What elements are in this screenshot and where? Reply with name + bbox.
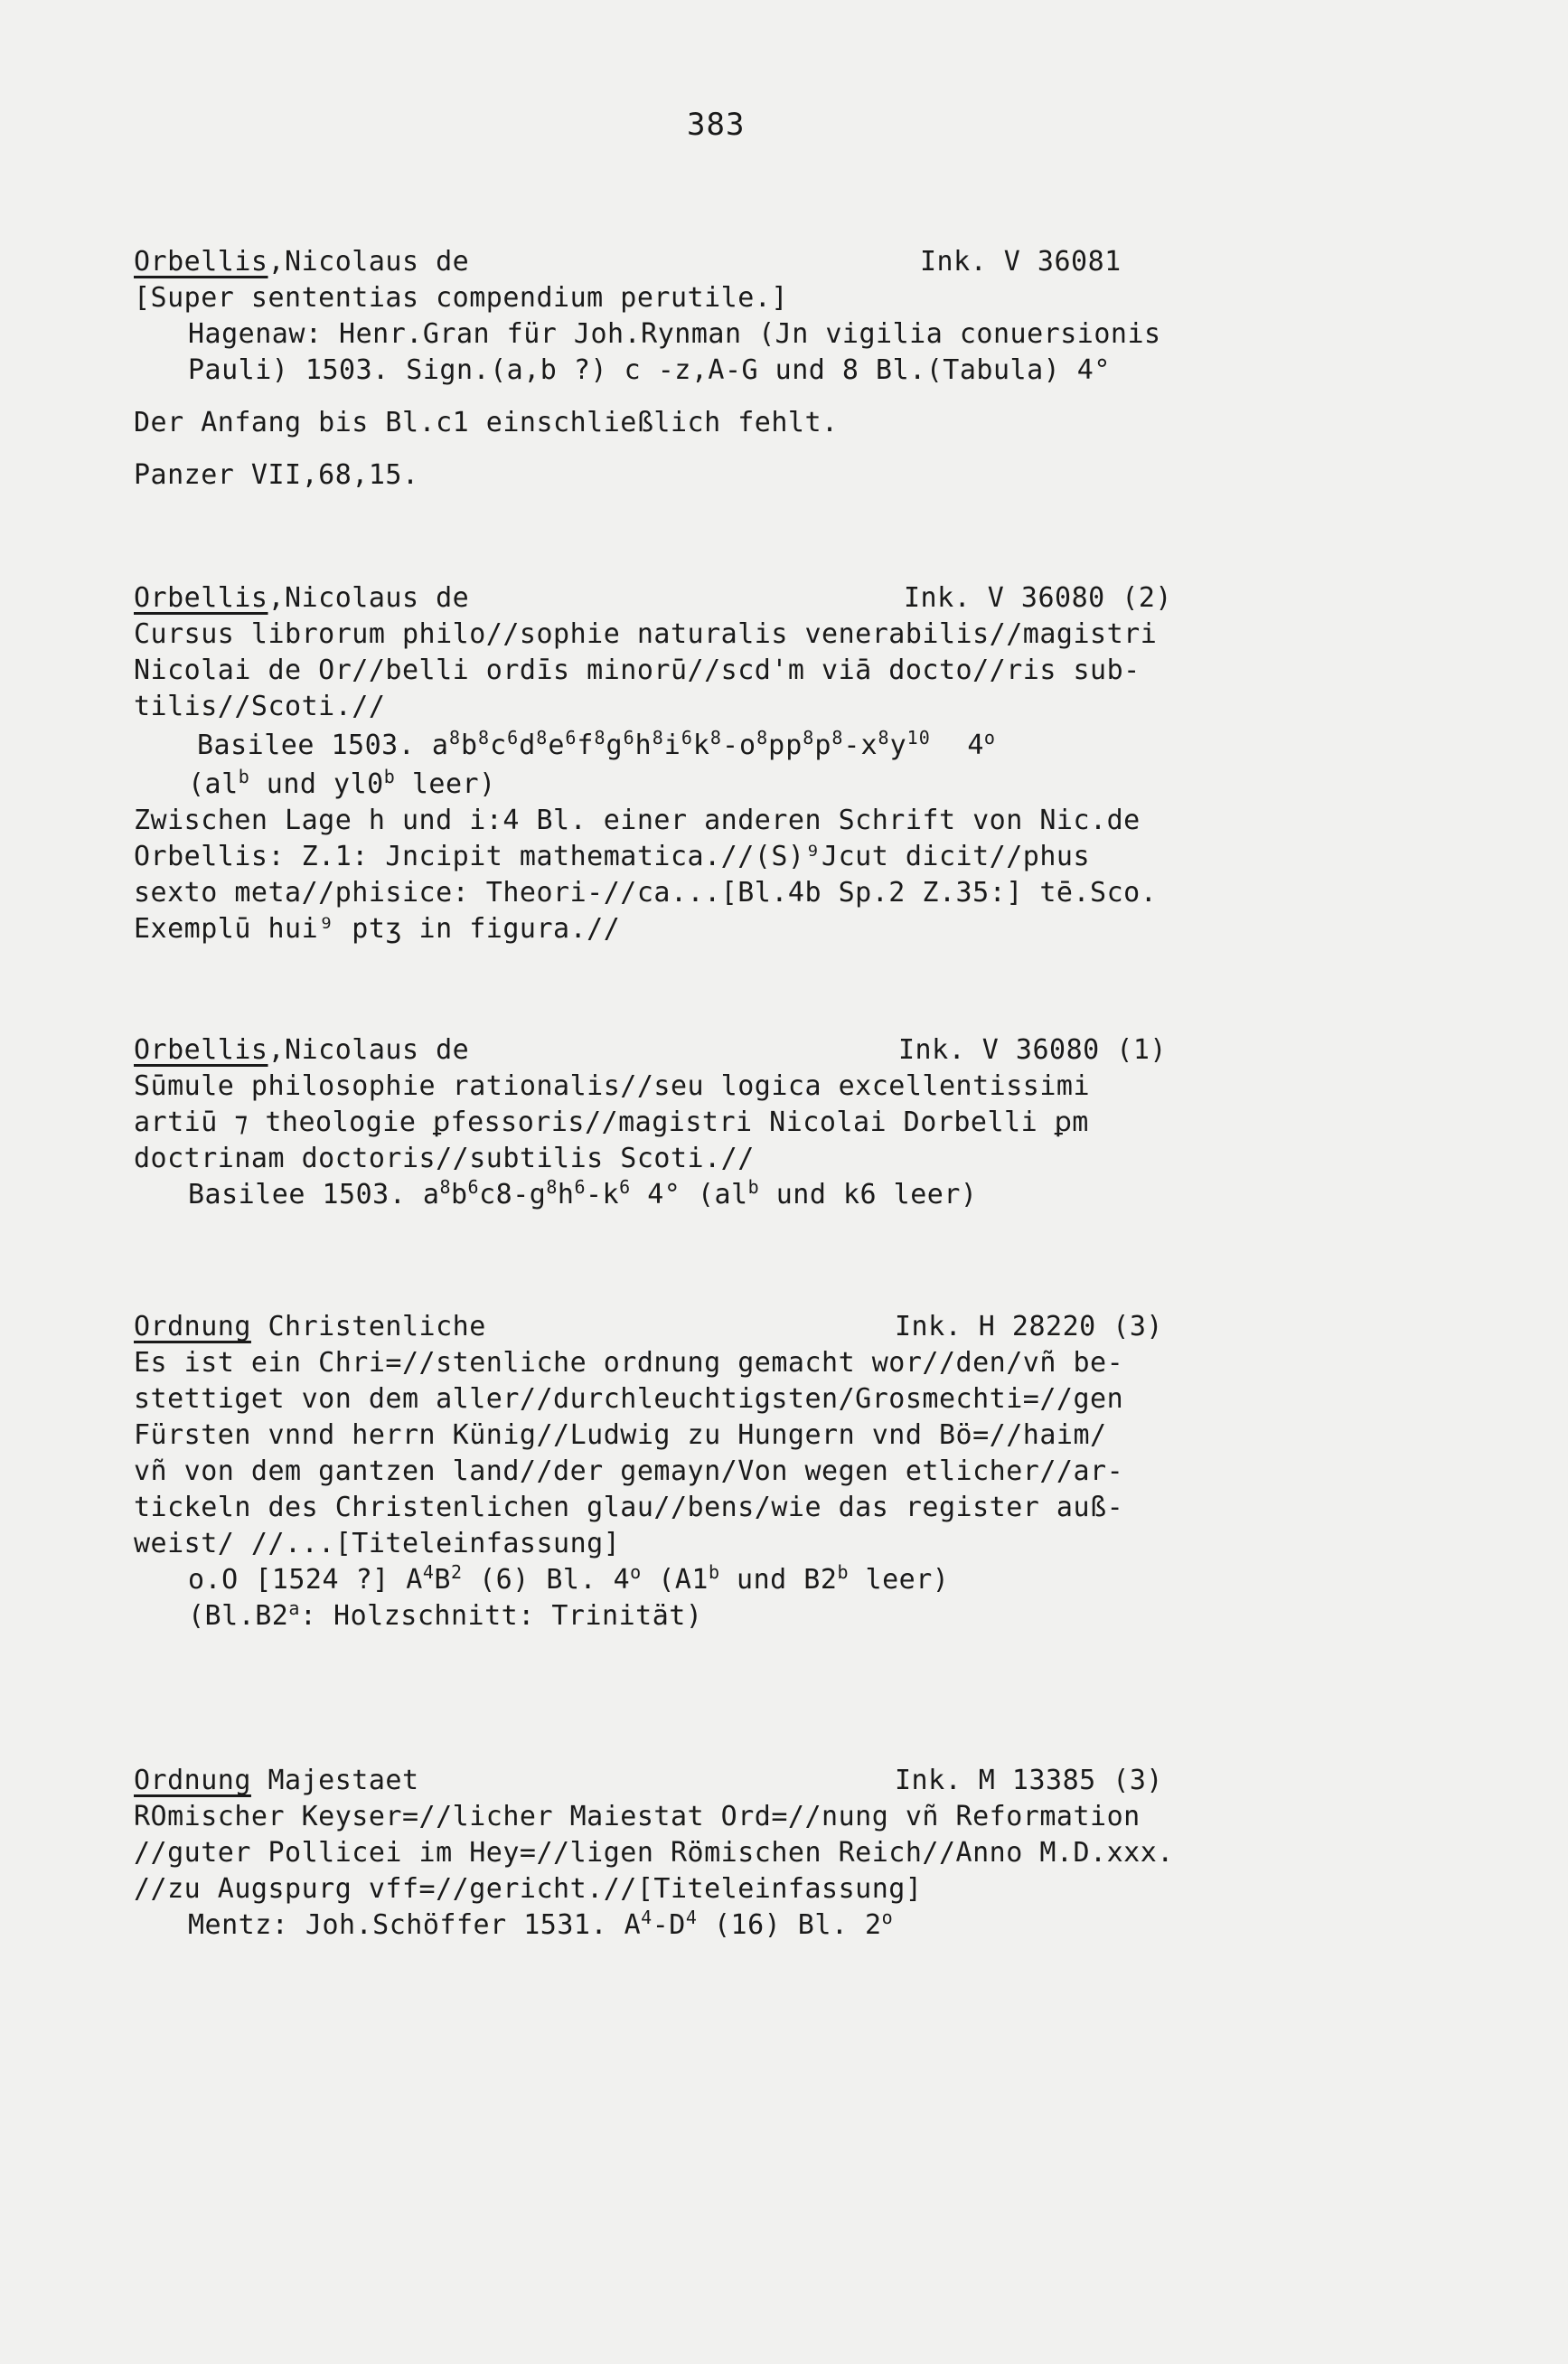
quire-count: 8 bbox=[756, 727, 769, 749]
catalog-entry-1 bbox=[134, 244, 1327, 494]
title-line: artiū ⁊ theologie ꝑfessoris//magistri Nicolai Dorbelli ꝑm bbox=[134, 1107, 1089, 1138]
signature-letter: i bbox=[663, 730, 681, 761]
title-line: Fürsten vnnd herrn Künig//Ludwig zu Hungern vnd Bö=//haim/ bbox=[134, 1419, 1107, 1451]
author-forename: Christenliche bbox=[250, 1311, 486, 1342]
signature-letter: -o bbox=[721, 730, 757, 761]
signature-letter: pp bbox=[768, 730, 803, 761]
quire-count: 8 bbox=[448, 727, 461, 749]
title-line: //guter Pollicei im Hey=//ligen Römischen Reich//Anno M.D.xxx. bbox=[134, 1837, 1174, 1869]
quire-count: 8 bbox=[831, 727, 844, 749]
title-line: ROmischer Keyser=//licher Maiestat Ord=//nung vñ Reformation bbox=[134, 1801, 1141, 1832]
collation-note: ($al^b$ und yl0$^b$ leer) bbox=[188, 766, 496, 800]
author-forename: ,Nicolaus de bbox=[268, 1034, 470, 1066]
woodcut-note: (Bl.B2$^a$: Holzschnitt: Trinität) bbox=[188, 1597, 703, 1632]
title-line: vñ von dem gantzen land//der gemayn/Von wegen etlicher//ar- bbox=[134, 1455, 1124, 1487]
imprint-place-date: Basilee 1503. bbox=[197, 730, 416, 761]
catalog-entry-3 bbox=[134, 1032, 1327, 1213]
quire-count: 8 bbox=[652, 727, 664, 749]
shelfmark: Ink. V 36081 bbox=[920, 246, 1122, 278]
quire-count: 8 bbox=[709, 727, 722, 749]
quire-count: 8 bbox=[536, 727, 549, 749]
title-line: Sūmule philosophie rationalis//seu logica excellentissimi bbox=[134, 1070, 1091, 1102]
note-line: sexto meta//phisice: Theori-//ca...[Bl.4b Sp.2 Z.35:] tē.Sco. bbox=[134, 877, 1158, 909]
imprint-line: Basilee 1503. $a^8b^6c8-g^8h^6-k^6$ 4° ($al^b$ und k6 leer) bbox=[188, 1176, 978, 1210]
entry-heading bbox=[134, 244, 1327, 280]
page-number: 383 bbox=[687, 107, 746, 143]
title-line: Nicolai de Or//belli ordīs minorū//scd'm viā docto//ris sub- bbox=[134, 655, 1141, 686]
shelfmark: Ink. V 36080 (1) bbox=[898, 1034, 1167, 1066]
quire-count: 10 bbox=[906, 727, 931, 749]
author-name: Ordnung bbox=[134, 1311, 251, 1342]
signature-letter: y bbox=[889, 730, 907, 761]
quire-count: 8 bbox=[878, 727, 890, 749]
quire-count: 6 bbox=[681, 727, 693, 749]
imprint-line bbox=[134, 725, 1327, 767]
note-line: Exemplū hui⁹ ptʒ in figura.// bbox=[134, 913, 621, 945]
author-name: Orbellis bbox=[134, 582, 268, 614]
author-name: Ordnung bbox=[134, 1765, 251, 1796]
signature-letter: p bbox=[814, 730, 832, 761]
catalog-entry-2 bbox=[134, 580, 1327, 947]
author-name: Orbellis bbox=[134, 1034, 268, 1066]
note-line: Der Anfang bis Bl.c1 einschließlich fehlt. bbox=[134, 407, 839, 438]
title-line: stettiget von dem aller//durchleuchtigsten/Grosmechti=//gen bbox=[134, 1383, 1124, 1415]
signature-letter: -x bbox=[843, 730, 878, 761]
author-forename: ,Nicolaus de bbox=[268, 246, 470, 278]
note-line: Zwischen Lage h und i:4 Bl. einer anderen Schrift von Nic.de bbox=[134, 805, 1141, 836]
reference-line: Panzer VII,68,15. bbox=[134, 459, 419, 491]
shelfmark: Ink. V 36080 (2) bbox=[904, 582, 1172, 614]
imprint-line: Mentz: Joh.Schöffer 1531. $A^4-D^4$ (16) Bl. 2$^o$ bbox=[188, 1907, 894, 1941]
quire-count: 8 bbox=[478, 727, 491, 749]
title-line: doctrinam doctoris//subtilis Scoti.// bbox=[134, 1143, 755, 1174]
signature-letter: g bbox=[606, 730, 624, 761]
shelfmark: Ink. M 13385 (3) bbox=[895, 1765, 1163, 1796]
entry-heading bbox=[134, 580, 1327, 617]
author-name: Orbellis bbox=[134, 246, 268, 278]
title-line: tilis//Scoti.// bbox=[134, 691, 386, 722]
imprint-line: Pauli) 1503. Sign.(a,b ?) c -z,A-G und 8 Bl.(Tabula) 4° bbox=[188, 354, 1111, 386]
signature-letter: e bbox=[548, 730, 566, 761]
title-line: //zu Augspurg vff=//gericht.//[Titeleinfassung] bbox=[134, 1873, 923, 1905]
catalog-entry-4 bbox=[134, 1309, 1327, 1634]
author-forename: ,Nicolaus de bbox=[268, 582, 470, 614]
signature-letter: a bbox=[431, 730, 449, 761]
format: 4$^o$ bbox=[967, 727, 996, 761]
quire-count: 8 bbox=[594, 727, 606, 749]
title-line: Cursus librorum philo//sophie naturalis venerabilis//magistri bbox=[134, 618, 1158, 650]
quire-count: 8 bbox=[803, 727, 815, 749]
signature-letter: k bbox=[692, 730, 710, 761]
quire-count: 6 bbox=[565, 727, 577, 749]
author-forename: Majestaet bbox=[250, 1765, 419, 1796]
entry-heading bbox=[134, 1309, 1327, 1345]
signature-letter: d bbox=[519, 730, 537, 761]
quire-count: 6 bbox=[507, 727, 520, 749]
title-line: weist/ //...[Titeleinfassung] bbox=[134, 1528, 621, 1559]
quire-count: 6 bbox=[623, 727, 635, 749]
signature-letter: f bbox=[577, 730, 595, 761]
title-line: tickeln des Christenlichen glau//bens/wie das register auß- bbox=[134, 1492, 1124, 1523]
imprint-line: o.O [1524 ?] $A^4B^2$ (6) Bl. 4$^o$ (A1$^b$ und B2$^b$ leer) bbox=[188, 1561, 950, 1596]
title-line: [Super sententias compendium perutile.] bbox=[134, 282, 788, 314]
signature-letter: h bbox=[634, 730, 653, 761]
shelfmark: Ink. H 28220 (3) bbox=[895, 1311, 1163, 1342]
imprint-line: Hagenaw: Henr.Gran für Joh.Rynman (Jn vigilia conuersionis bbox=[188, 318, 1161, 350]
entry-heading bbox=[134, 1032, 1327, 1069]
title-line: Es ist ein Chri=//stenliche ordnung gemacht wor//den/vñ be- bbox=[134, 1347, 1124, 1379]
note-line: Orbellis: Z.1: Jncipit mathematica.//(S)⁹Jcut dicit//phus bbox=[134, 841, 1091, 872]
catalog-entry-5 bbox=[134, 1763, 1327, 1944]
signature-letter: c bbox=[490, 730, 508, 761]
signature-letter: b bbox=[460, 730, 479, 761]
signature-formula bbox=[431, 727, 931, 761]
entry-heading bbox=[134, 1763, 1327, 1799]
